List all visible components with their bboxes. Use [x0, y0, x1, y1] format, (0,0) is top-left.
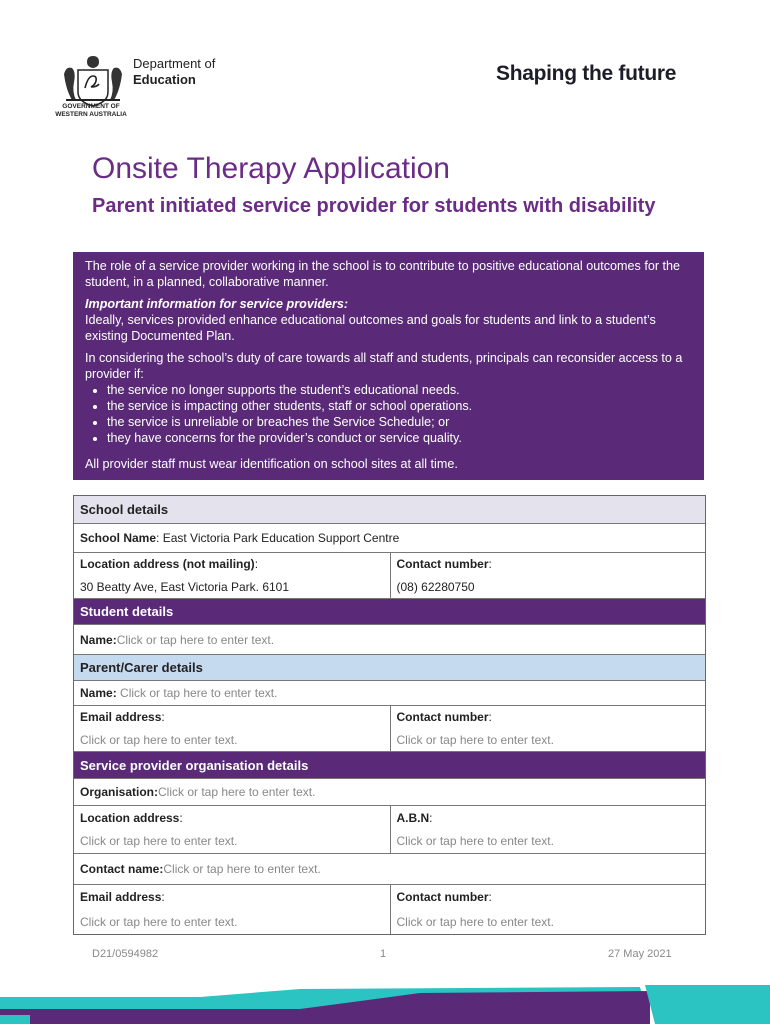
provider-contact-name-label: Contact name: [80, 862, 160, 876]
parent-email-contact-row: [74, 705, 705, 751]
section-heading-parent: Parent/Carer details: [74, 655, 705, 680]
list-item: • the service is unreliable or breaches the Service Schedule; or: [107, 414, 692, 430]
parent-name-label: Name: [80, 686, 113, 700]
provider-org-input[interactable]: Click or tap here to enter text.: [158, 785, 316, 799]
provider-contact-label: Contact number: [396, 890, 489, 905]
info-box: [73, 252, 704, 480]
tagline: Shaping the future: [496, 62, 677, 85]
list-item: • they have concerns for the provider’s conduct or service quality.: [107, 430, 692, 446]
list-item: • the service no longer supports the student’s educational needs.: [107, 382, 692, 398]
department-name: [133, 56, 215, 88]
document-date: 27 May 2021: [608, 948, 672, 960]
department-line2: Education: [133, 72, 196, 87]
provider-contact-name-row[interactable]: [74, 853, 705, 884]
school-name-row: [74, 523, 705, 552]
parent-email-label: Email address: [80, 710, 162, 725]
provider-email-input[interactable]: Click or tap here to enter text.: [80, 914, 238, 929]
school-contact-value: (08) 62280750: [396, 579, 475, 594]
footer-wave-decoration: [0, 985, 770, 1024]
document-id: D21/0594982: [92, 948, 159, 960]
page-title: Onsite Therapy Application: [92, 152, 450, 185]
school-location-row: [74, 552, 705, 598]
school-name-value: : East Victoria Park Education Support Centre: [156, 531, 400, 545]
student-name-field[interactable]: Name : Click or tap here to enter text.: [80, 632, 275, 647]
important-label: Important information for service providers:: [85, 297, 349, 311]
crest-caption: [54, 103, 128, 119]
crest-caption-line1: GOVERNMENT OF: [62, 103, 120, 110]
student-name-row[interactable]: [74, 624, 705, 654]
section-heading-student: Student details: [74, 599, 705, 624]
provider-details-header-row: [74, 751, 705, 778]
reconsider-list: [85, 382, 692, 446]
parent-name-input[interactable]: Click or tap here to enter text.: [120, 686, 278, 700]
parent-contact-field[interactable]: Contact number: Click or tap here to enter text.: [390, 706, 706, 751]
section-heading-provider: Service provider organisation details: [74, 752, 705, 778]
provider-abn-label: A.B.N: [396, 810, 430, 825]
student-name-input[interactable]: Click or tap here to enter text.: [116, 632, 275, 647]
parent-name-field[interactable]: Name : Click or tap here to enter text.: [80, 686, 278, 700]
provider-contact-input[interactable]: Click or tap here to enter text.: [396, 914, 554, 929]
department-line1: Department of: [133, 56, 216, 71]
parent-email-field[interactable]: Email address: Click or tap here to enter text.: [74, 706, 390, 751]
provider-abn-field[interactable]: A.B.N: Click or tap here to enter text.: [390, 806, 706, 853]
list-item: • the service is impacting other students, staff or school operations.: [107, 398, 692, 414]
student-name-label: Name: [80, 632, 113, 647]
student-details-header-row: [74, 598, 705, 624]
provider-org-label: Organisation: [80, 785, 155, 799]
provider-location-input[interactable]: Click or tap here to enter text.: [80, 834, 238, 849]
info-paragraph-identification: All provider staff must wear identification on school sites at all time.: [85, 457, 458, 471]
section-heading-school: School details: [74, 496, 705, 523]
provider-contact-name-input[interactable]: Click or tap here to enter text.: [163, 862, 321, 876]
info-paragraph-ideally: Ideally, services provided enhance educational outcomes and goals for students and link to a student’s existing Documented Plan.: [85, 313, 656, 343]
school-details-header-row: [74, 496, 705, 523]
school-location-cell: Location address (not mailing): 30 Beatty Ave, East Victoria Park. 6101: [74, 553, 390, 598]
parent-email-input[interactable]: Click or tap here to enter text.: [80, 732, 238, 747]
provider-email-field[interactable]: Email address: Click or tap here to enter text.: [74, 885, 390, 934]
provider-email-contact-row: [74, 884, 705, 934]
provider-contact-field[interactable]: Contact number: Click or tap here to enter text.: [390, 885, 706, 934]
school-name-cell: [74, 524, 705, 552]
provider-location-abn-row: [74, 805, 705, 853]
school-contact-cell: Contact number: (08) 62280750: [390, 553, 706, 598]
parent-contact-input[interactable]: Click or tap here to enter text.: [396, 732, 554, 747]
provider-abn-input[interactable]: Click or tap here to enter text.: [396, 834, 554, 849]
info-paragraph-role: The role of a service provider working in the school is to contribute to positive educational outcomes for the student, in a planned, collaborative manner.: [85, 259, 681, 289]
provider-email-label: Email address: [80, 890, 162, 905]
provider-location-label: Location address: [80, 810, 180, 825]
crest-caption-line2: WESTERN AUSTRALIA: [55, 111, 127, 118]
school-location-value: 30 Beatty Ave, East Victoria Park. 6101: [80, 579, 290, 594]
parent-details-header-row: [74, 654, 705, 680]
school-name-label: School Name: [80, 531, 157, 545]
provider-org-row[interactable]: [74, 778, 705, 805]
provider-location-field[interactable]: Location address: Click or tap here to enter text.: [74, 806, 390, 853]
provider-org-field[interactable]: Organisation : Click or tap here to enter text.: [80, 785, 316, 799]
provider-contact-name-field[interactable]: Contact name : Click or tap here to enter text.: [80, 862, 321, 876]
parent-name-row[interactable]: [74, 680, 705, 705]
info-important-block: [85, 296, 692, 344]
page-subtitle: Parent initiated service provider for students with disability: [92, 195, 656, 217]
school-location-label: Location address (not mailing): [80, 557, 255, 572]
school-contact-label: Contact number: [396, 557, 489, 572]
page-number: 1: [380, 948, 387, 960]
info-paragraph-duty: In considering the school’s duty of care towards all staff and students, principals can reconsider access to a provider if:: [85, 351, 683, 381]
application-form: [73, 495, 706, 935]
parent-contact-label: Contact number: [396, 710, 489, 725]
